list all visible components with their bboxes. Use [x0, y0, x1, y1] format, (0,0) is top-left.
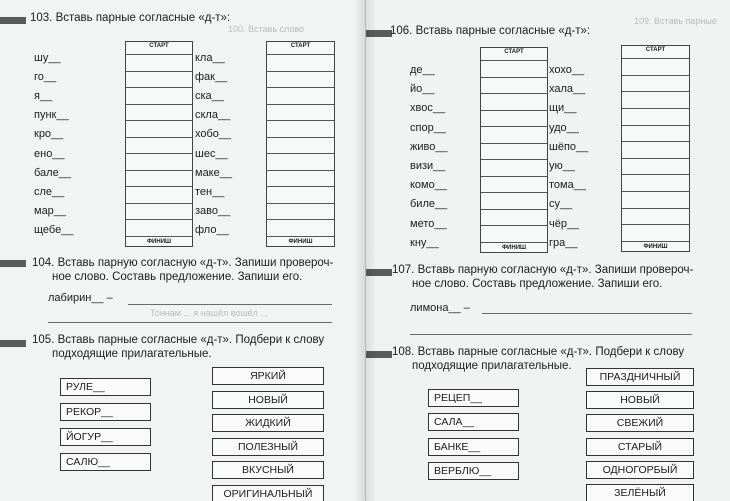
task-107-word: лимона__ –	[410, 302, 470, 314]
book-gutter	[355, 0, 375, 501]
adjective-box: ОРИГИНАЛЬНЫЙ	[212, 485, 324, 501]
adjective-box: НОВЫЙ	[212, 391, 324, 409]
bleed-text: 100. Вставь слово	[228, 24, 305, 34]
ladder-finish-label: ФИНИШ	[288, 239, 313, 245]
ladder-rung	[126, 137, 192, 138]
word-left: кро__	[34, 128, 64, 141]
ladder-rung	[267, 87, 334, 88]
word-right: тен__	[195, 185, 225, 198]
ladder-start-label: СТАРТ	[504, 49, 524, 55]
word-left: де__	[410, 64, 435, 76]
ladder-finish-label: ФИНИШ	[146, 239, 172, 245]
ladder-rung	[622, 241, 689, 242]
answer-line	[48, 322, 332, 323]
ladder-start-label: СТАРТ	[290, 43, 311, 49]
ladder-rung	[126, 87, 192, 88]
ladder-rung	[267, 236, 334, 237]
bleed-text: 109. Вставь парные	[634, 16, 717, 26]
task-108-title: 108. Вставь парные согласные «д-т». Подбери к слову	[392, 346, 685, 358]
ladder-rung	[126, 236, 192, 237]
ladder-rung	[622, 224, 689, 225]
ladder-rung	[126, 71, 192, 72]
word-left: ено__	[34, 147, 65, 160]
ladder-rung	[267, 54, 334, 55]
word-right: тома__	[549, 179, 586, 192]
task-106-title: 106. Вставь парные согласные «д-т»:	[390, 25, 591, 37]
noun-box: РЕКОР__	[60, 403, 151, 421]
word-right: щи__	[549, 102, 577, 115]
answer-line	[410, 334, 692, 335]
word-right: заво__	[195, 204, 231, 217]
word-right: чёр__	[549, 217, 580, 230]
noun-box: РУЛЕ__	[60, 378, 151, 396]
word-left: го__	[34, 71, 57, 84]
ladder-rung	[267, 137, 334, 138]
ladder-rung	[267, 71, 334, 72]
ladder-rung	[622, 191, 689, 192]
ladder-rung	[267, 203, 334, 204]
ladder-rung	[267, 170, 334, 171]
word-right: гра__	[549, 236, 578, 249]
task-108-title-line2: подходящие прилагательные.	[412, 360, 572, 372]
ladder-rung	[481, 143, 547, 144]
word-right: шес__	[195, 147, 228, 160]
noun-box: САЛА__	[428, 413, 519, 431]
ladder-rung	[267, 104, 334, 105]
ladder-rung	[267, 153, 334, 154]
bleed-text: Тоннам ... я нашёл вошёл ...	[150, 308, 268, 318]
word-right: хобо__	[195, 128, 232, 141]
word-left: биле__	[410, 198, 448, 211]
ladder-rung	[622, 158, 689, 159]
word-right: шёпо__	[549, 140, 589, 153]
ladder-rung	[481, 126, 547, 127]
ladder-rung	[622, 58, 689, 59]
word-left: йо__	[410, 83, 435, 96]
task-107-title-line2: ное слово. Составь предложение. Запиши его.	[412, 278, 663, 290]
word-left: спор__	[410, 121, 446, 134]
ladder-rung	[126, 203, 192, 204]
noun-box: РЕЦЕП__	[428, 389, 519, 407]
word-left: мето__	[410, 217, 447, 230]
ladder-rung	[126, 54, 192, 55]
ladder-rung	[126, 153, 192, 154]
word-left: визи__	[410, 160, 446, 172]
noun-box: САЛЮ__	[60, 453, 151, 471]
word-left: мар__	[34, 204, 67, 217]
ladder-rung	[267, 219, 334, 220]
ladder-rung	[126, 170, 192, 171]
ladder-finish-label: ФИНИШ	[643, 244, 668, 250]
adjective-box: ПОЛЕЗНЫЙ	[212, 438, 324, 456]
task-103-title: 103. Вставь парные согласные «д-т»:	[30, 12, 231, 24]
word-right: кла__	[195, 52, 225, 64]
ladder-rung	[481, 159, 547, 160]
word-left: комо__	[410, 179, 447, 192]
task-104-title: 104. Вставь парную согласную «д-т». Запиши провероч-	[32, 257, 334, 269]
noun-box: БАНКЕ__	[428, 438, 519, 456]
word-right: су__	[549, 198, 573, 211]
ladder-1	[125, 41, 193, 247]
task-105-title: 105. Вставь парные согласные «д-т». Подбери к слову	[32, 334, 325, 346]
ladder-rung	[126, 120, 192, 121]
ladder-rung	[481, 209, 547, 210]
task-104-word: лабирин__ –	[48, 292, 113, 304]
noun-box: ЙОГУР__	[60, 428, 151, 446]
ladder-rung	[481, 176, 547, 177]
ladder-rung	[622, 125, 689, 126]
ladder-rung	[622, 174, 689, 175]
word-left: бале__	[34, 166, 71, 179]
ladder-rung	[481, 93, 547, 94]
word-right: ую__	[549, 160, 575, 172]
word-left: пунк__	[34, 109, 69, 122]
ladder-rung	[622, 108, 689, 109]
word-left: я__	[34, 90, 53, 103]
ladder-rung	[481, 192, 547, 193]
adjective-box: ЖИДКИЙ	[212, 414, 324, 432]
task-104-title-line2: ное слово. Составь предложение. Запиши его.	[52, 271, 303, 283]
word-right: фло__	[195, 223, 229, 236]
word-right: хала__	[549, 83, 586, 96]
adjective-box: НОВЫЙ	[586, 391, 694, 409]
ladder-rung	[126, 104, 192, 105]
right-page	[365, 0, 730, 501]
ladder-finish-label: ФИНИШ	[501, 245, 527, 251]
task-107-title: 107. Вставь парную согласную «д-т». Запиши провероч-	[392, 264, 694, 276]
ladder-3	[480, 47, 548, 253]
adjective-box: ЯРКИЙ	[212, 367, 324, 385]
word-left: щебе__	[34, 223, 74, 236]
word-right: скла__	[195, 109, 231, 122]
ladder-rung	[267, 120, 334, 121]
answer-line	[128, 304, 332, 305]
adjective-box: СВЕЖИЙ	[586, 414, 694, 432]
word-right: фак__	[195, 71, 228, 84]
word-right: ска__	[195, 90, 224, 103]
ladder-start-label: СТАРТ	[149, 43, 169, 49]
adjective-box: ЗЕЛЁНЫЙ	[586, 484, 694, 501]
word-right: хохо__	[549, 64, 585, 76]
word-right: маке__	[195, 166, 232, 179]
ladder-rung	[126, 186, 192, 187]
ladder-rung	[481, 225, 547, 226]
ladder-rung	[267, 186, 334, 187]
task-marker	[0, 17, 26, 24]
adjective-box: ПРАЗДНИЧНЫЙ	[586, 368, 694, 386]
word-left: шу__	[34, 52, 61, 64]
task-marker	[0, 340, 26, 347]
ladder-rung	[481, 242, 547, 243]
ladder-2	[266, 41, 335, 247]
ladder-rung	[126, 219, 192, 220]
ladder-rung	[481, 77, 547, 78]
word-left: кну__	[410, 236, 439, 249]
ladder-rung	[622, 141, 689, 142]
word-left: живо__	[410, 140, 448, 153]
word-left: сле__	[34, 185, 65, 198]
task-105-title-line2: подходящие прилагательные.	[52, 348, 212, 360]
ladder-rung	[622, 91, 689, 92]
adjective-box: ОДНОГОРБЫЙ	[586, 461, 694, 479]
adjective-box: ВКУСНЫЙ	[212, 461, 324, 479]
ladder-4	[621, 45, 690, 252]
answer-line	[482, 313, 692, 314]
ladder-rung	[622, 208, 689, 209]
ladder-rung	[622, 75, 689, 76]
word-right: удо__	[549, 121, 579, 134]
adjective-box: СТАРЫЙ	[586, 438, 694, 456]
ladder-rung	[481, 110, 547, 111]
ladder-start-label: СТАРТ	[645, 47, 666, 53]
ladder-rung	[481, 60, 547, 61]
task-marker	[0, 260, 26, 267]
word-left: хвос__	[410, 102, 446, 115]
noun-box: ВЕРБЛЮ__	[428, 462, 519, 480]
